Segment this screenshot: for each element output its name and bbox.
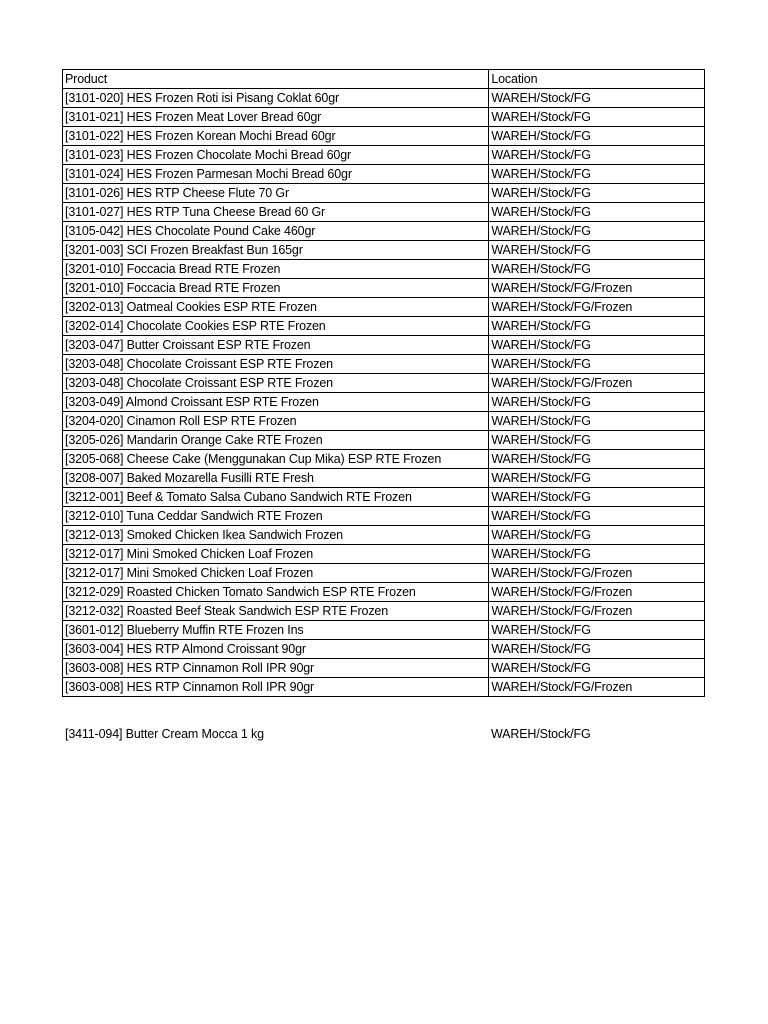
product-cell: [3201-010] Foccacia Bread RTE Frozen: [63, 260, 489, 279]
product-cell: [3212-001] Beef & Tomato Salsa Cubano Sandwich RTE Frozen: [63, 488, 489, 507]
location-cell: WAREH/Stock/FG: [489, 355, 705, 374]
table-row: [63, 89, 705, 108]
location-cell: WAREH/Stock/FG: [489, 640, 705, 659]
location-cell: WAREH/Stock/FG/Frozen: [489, 678, 705, 697]
table-row: [63, 545, 705, 564]
location-cell: WAREH/Stock/FG: [489, 621, 705, 640]
table-row: [63, 450, 705, 469]
product-cell: [3212-029] Roasted Chicken Tomato Sandwich ESP RTE Frozen: [63, 583, 489, 602]
product-cell: [3603-008] HES RTP Cinnamon Roll IPR 90gr: [63, 659, 489, 678]
product-cell: [3203-048] Chocolate Croissant ESP RTE Frozen: [63, 374, 489, 393]
table-row: [63, 602, 705, 621]
table-row: [63, 640, 705, 659]
location-cell: WAREH/Stock/FG: [489, 450, 705, 469]
table-row: [63, 336, 705, 355]
product-cell: [3201-003] SCI Frozen Breakfast Bun 165gr: [63, 241, 489, 260]
product-cell: [3101-020] HES Frozen Roti isi Pisang Coklat 60gr: [63, 89, 489, 108]
location-cell: WAREH/Stock/FG/Frozen: [489, 298, 705, 317]
table-row: [63, 260, 705, 279]
product-cell: [3212-010] Tuna Ceddar Sandwich RTE Frozen: [63, 507, 489, 526]
product-cell: [3601-012] Blueberry Muffin RTE Frozen Ins: [63, 621, 489, 640]
table-row: [63, 241, 705, 260]
table-row: [63, 393, 705, 412]
location-cell: WAREH/Stock/FG: [489, 241, 705, 260]
product-cell: [3212-032] Roasted Beef Steak Sandwich ESP RTE Frozen: [63, 602, 489, 621]
location-cell: WAREH/Stock/FG: [489, 526, 705, 545]
table-row: [63, 488, 705, 507]
location-cell: WAREH/Stock/FG: [489, 108, 705, 127]
product-cell: [3101-024] HES Frozen Parmesan Mochi Bread 60gr: [63, 165, 489, 184]
location-cell: WAREH/Stock/FG: [489, 393, 705, 412]
table-row: [63, 127, 705, 146]
product-cell: [3205-068] Cheese Cake (Menggunakan Cup Mika) ESP RTE Frozen: [63, 450, 489, 469]
standalone-product: [3411-094] Butter Cream Mocca 1 kg: [65, 727, 264, 741]
table-row: [63, 469, 705, 488]
standalone-row: [0, 726, 768, 744]
product-cell: [3105-042] HES Chocolate Pound Cake 460gr: [63, 222, 489, 241]
table-row: [63, 412, 705, 431]
location-cell: WAREH/Stock/FG/Frozen: [489, 583, 705, 602]
table-row: [63, 507, 705, 526]
product-cell: [3212-017] Mini Smoked Chicken Loaf Frozen: [63, 564, 489, 583]
table-row: [63, 165, 705, 184]
product-location-table: [62, 69, 705, 697]
location-cell: WAREH/Stock/FG/Frozen: [489, 374, 705, 393]
location-cell: WAREH/Stock/FG: [489, 469, 705, 488]
location-cell: WAREH/Stock/FG: [489, 488, 705, 507]
product-cell: [3203-049] Almond Croissant ESP RTE Frozen: [63, 393, 489, 412]
table-row: [63, 374, 705, 393]
location-cell: WAREH/Stock/FG: [489, 659, 705, 678]
column-header-product: Product: [63, 70, 489, 89]
table-row: [63, 222, 705, 241]
product-cell: [3204-020] Cinamon Roll ESP RTE Frozen: [63, 412, 489, 431]
table-row: [63, 298, 705, 317]
location-cell: WAREH/Stock/FG: [489, 222, 705, 241]
location-cell: WAREH/Stock/FG: [489, 412, 705, 431]
product-cell: [3212-017] Mini Smoked Chicken Loaf Frozen: [63, 545, 489, 564]
table-row: [63, 564, 705, 583]
product-cell: [3202-013] Oatmeal Cookies ESP RTE Frozen: [63, 298, 489, 317]
product-cell: [3202-014] Chocolate Cookies ESP RTE Frozen: [63, 317, 489, 336]
product-cell: [3205-026] Mandarin Orange Cake RTE Frozen: [63, 431, 489, 450]
location-cell: WAREH/Stock/FG: [489, 146, 705, 165]
product-cell: [3212-013] Smoked Chicken Ikea Sandwich Frozen: [63, 526, 489, 545]
product-cell: [3101-022] HES Frozen Korean Mochi Bread 60gr: [63, 127, 489, 146]
location-cell: WAREH/Stock/FG: [489, 507, 705, 526]
product-cell: [3603-008] HES RTP Cinnamon Roll IPR 90gr: [63, 678, 489, 697]
table-row: [63, 583, 705, 602]
location-cell: WAREH/Stock/FG: [489, 336, 705, 355]
table-row: [63, 146, 705, 165]
location-cell: WAREH/Stock/FG: [489, 127, 705, 146]
location-cell: WAREH/Stock/FG: [489, 203, 705, 222]
table-row: [63, 317, 705, 336]
location-cell: WAREH/Stock/FG: [489, 165, 705, 184]
product-cell: [3101-023] HES Frozen Chocolate Mochi Bread 60gr: [63, 146, 489, 165]
table-header-row: [63, 70, 705, 89]
product-cell: [3101-021] HES Frozen Meat Lover Bread 60gr: [63, 108, 489, 127]
location-cell: WAREH/Stock/FG: [489, 431, 705, 450]
location-cell: WAREH/Stock/FG: [489, 260, 705, 279]
location-cell: WAREH/Stock/FG/Frozen: [489, 602, 705, 621]
product-cell: [3603-004] HES RTP Almond Croissant 90gr: [63, 640, 489, 659]
location-cell: WAREH/Stock/FG/Frozen: [489, 279, 705, 298]
table-row: [63, 184, 705, 203]
location-cell: WAREH/Stock/FG: [489, 89, 705, 108]
product-cell: [3201-010] Foccacia Bread RTE Frozen: [63, 279, 489, 298]
location-cell: WAREH/Stock/FG: [489, 545, 705, 564]
location-cell: WAREH/Stock/FG: [489, 317, 705, 336]
product-cell: [3203-048] Chocolate Croissant ESP RTE Frozen: [63, 355, 489, 374]
product-cell: [3101-027] HES RTP Tuna Cheese Bread 60 Gr: [63, 203, 489, 222]
table-row: [63, 108, 705, 127]
product-cell: [3203-047] Butter Croissant ESP RTE Frozen: [63, 336, 489, 355]
table-body: [63, 89, 705, 697]
table-row: [63, 355, 705, 374]
table-row: [63, 279, 705, 298]
standalone-location: WAREH/Stock/FG: [491, 727, 591, 741]
product-cell: [3101-026] HES RTP Cheese Flute 70 Gr: [63, 184, 489, 203]
table-row: [63, 203, 705, 222]
location-cell: WAREH/Stock/FG/Frozen: [489, 564, 705, 583]
product-cell: [3208-007] Baked Mozarella Fusilli RTE Fresh: [63, 469, 489, 488]
table-row: [63, 431, 705, 450]
column-header-location: Location: [489, 70, 705, 89]
location-cell: WAREH/Stock/FG: [489, 184, 705, 203]
table-row: [63, 621, 705, 640]
table-row: [63, 678, 705, 697]
table-row: [63, 659, 705, 678]
table-row: [63, 526, 705, 545]
